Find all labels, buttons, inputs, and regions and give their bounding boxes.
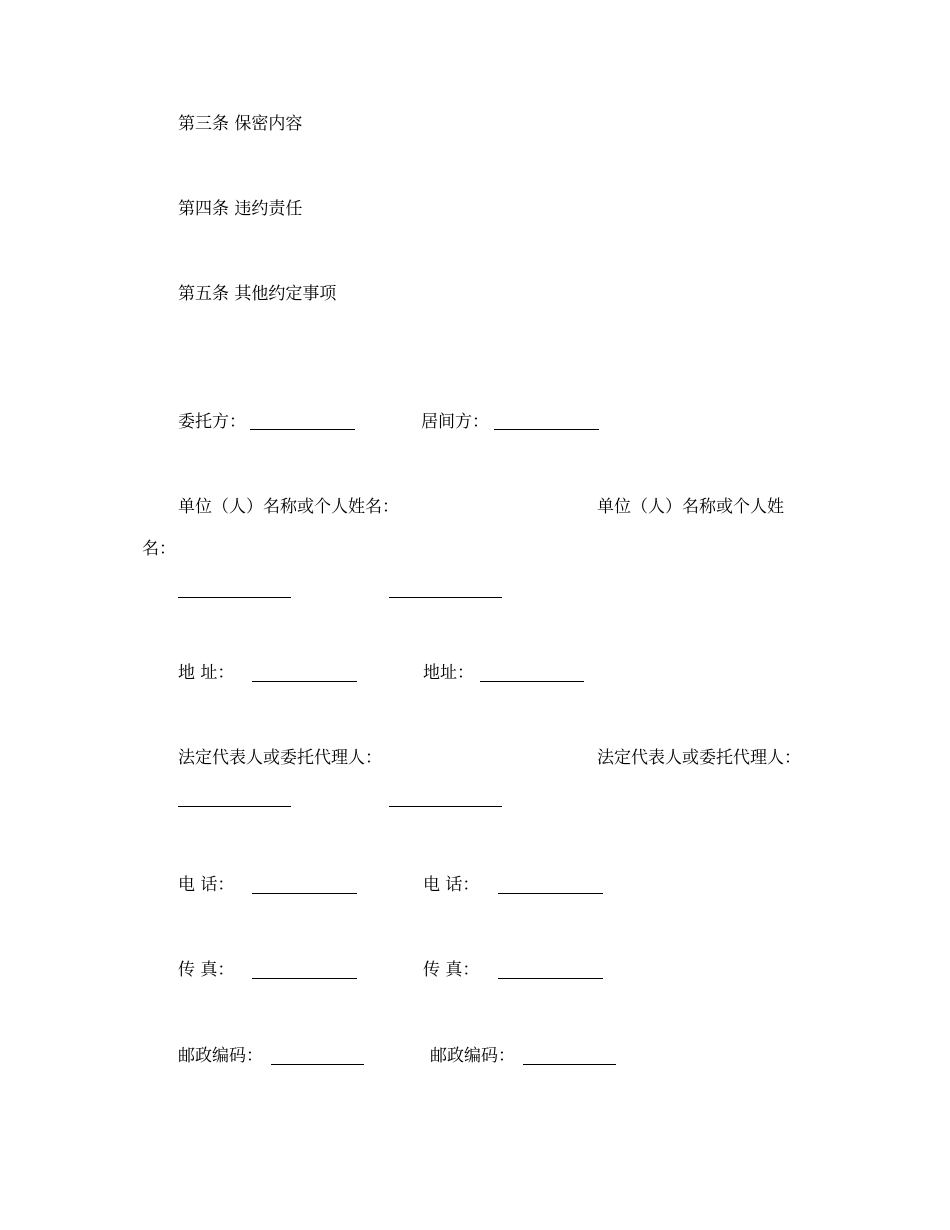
unit-name-left-label: 单位（人）名称或个人姓名：	[178, 497, 399, 517]
phone-left-blank-line[interactable]	[252, 893, 357, 894]
broker-label: 居间方：	[421, 412, 489, 432]
client-label: 委托方：	[178, 412, 246, 432]
unit-name-left-blank-line[interactable]	[178, 597, 291, 598]
article-3-heading: 第三条 保密内容	[178, 114, 303, 134]
address-right-label: 地址：	[423, 663, 474, 683]
representative-left-label: 法定代表人或委托代理人：	[178, 748, 382, 768]
representative-right-label: 法定代表人或委托代理人：	[597, 748, 801, 768]
article-5-heading: 第五条 其他约定事项	[178, 284, 337, 304]
representative-left-blank-line[interactable]	[178, 806, 291, 807]
phone-left-label: 电 话：	[178, 875, 235, 895]
address-right-blank-line[interactable]	[480, 681, 584, 682]
postcode-left-label: 邮政编码：	[178, 1046, 263, 1066]
address-left-label: 地 址：	[178, 663, 235, 683]
postcode-right-label: 邮政编码：	[430, 1046, 515, 1066]
fax-left-blank-line[interactable]	[252, 978, 357, 979]
unit-name-right-label: 单位（人）名称或个人姓	[597, 497, 784, 517]
phone-right-label: 电 话：	[423, 875, 480, 895]
postcode-left-blank-line[interactable]	[271, 1064, 364, 1065]
client-blank-line[interactable]	[250, 429, 355, 430]
unit-name-right-label-wrap: 名：	[142, 539, 176, 559]
representative-right-blank-line[interactable]	[389, 806, 502, 807]
unit-name-right-blank-line[interactable]	[389, 597, 502, 598]
article-4-heading: 第四条 违约责任	[178, 199, 303, 219]
postcode-right-blank-line[interactable]	[523, 1064, 616, 1065]
address-left-blank-line[interactable]	[252, 681, 357, 682]
phone-right-blank-line[interactable]	[498, 893, 603, 894]
fax-right-label: 传 真：	[423, 960, 480, 980]
fax-left-label: 传 真：	[178, 960, 235, 980]
fax-right-blank-line[interactable]	[498, 978, 603, 979]
broker-blank-line[interactable]	[494, 429, 599, 430]
